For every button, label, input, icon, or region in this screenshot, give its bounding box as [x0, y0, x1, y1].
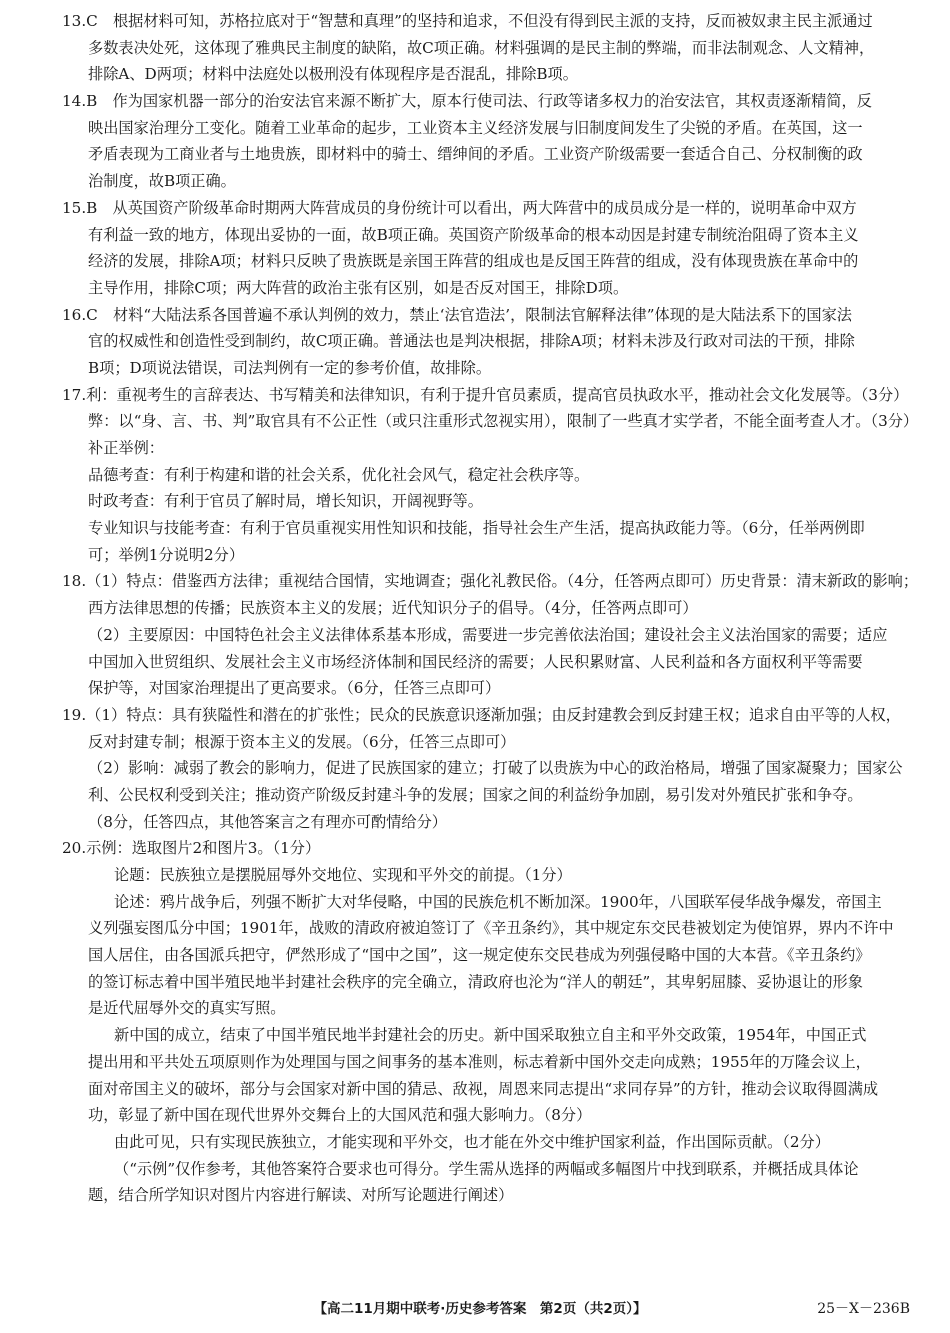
text-line: 16.C 材料“大陆法系各国普遍不承认判例的效力，禁止‘法官造法’，限制法官解释法律”体现的是大陆法系下的国家法 — [62, 305, 852, 324]
text-line: 国人居住，由各国派兵把守，俨然形成了“国中之国”，这一规定使东交民巷成为列强侵略中国的大本营。《辛丑条约》 — [88, 946, 871, 965]
text-line: 保护等，对国家治理提出了更高要求。（6分，任答三点即可） — [88, 679, 501, 698]
text-line: 20.示例：选取图片2和图片3。（1分） — [62, 839, 321, 858]
text-line: 排除A、D两项；材料中法庭处以极刑没有体现程序是否混乱，排除B项。 — [88, 65, 578, 84]
text-line: 题，结合所学知识对图片内容进行解读、对所写论题进行阐述） — [88, 1186, 514, 1205]
text-line: 专业知识与技能考查：有利于官员重视实用性知识和技能，指导社会生产生活，提高执政能力等。（6分，任举两例即 — [88, 519, 865, 538]
text-line: 提出用和平共处五项原则作为处理国与国之间事务的基本准则，标志着新中国外交走向成熟；1955年的万隆会议上， — [88, 1052, 871, 1071]
text-line: 论述：鸦片战争后，列强不断扩大对华侵略，中国的民族危机不断加深。1900年，八国联军侵华战争爆发，帝国主 — [114, 892, 882, 911]
text-line: 面对帝国主义的破坏，部分与会国家对新中国的猜忌、敌视，周恩来同志提出“求同存异”的方针，推动会议取得圆满成 — [88, 1079, 879, 1098]
text-line: 18.（1）特点：借鉴西方法律；重视结合国情，实地调查；强化礼教民俗。（4分，任答两点即可）历史背景：清末新政的影响； — [62, 572, 919, 591]
text-line: 矛盾表现为工商业者与土地贵族，即材料中的骑士、缙绅间的矛盾。工业资产阶级需要一套适合自己、分权制衡的政 — [88, 145, 863, 164]
text-line: 利、公民权利受到关注；推动资产阶级反封建斗争的发展；国家之间的利益纷争加剧，易引发对外殖民扩张和争夺。 — [88, 785, 863, 804]
text-line: （“示例”仅作参考，其他答案符合要求也可得分。学生需从选择的两幅或多幅图片中找到联系，并概括成具体论 — [114, 1159, 859, 1178]
text-line: 治制度，故B项正确。 — [88, 172, 236, 191]
text-line: 功，彰显了新中国在现代世界外交舞台上的大国风范和强大影响力。（8分） — [88, 1106, 592, 1125]
text-line: 义列强妄图瓜分中国；1901年，战败的清政府被迫签订了《辛丑条约》，其中规定东交民巷被划定为使馆界，界内不许中 — [88, 919, 894, 938]
text-line: 新中国的成立，结束了中国半殖民地半封建社会的历史。新中国采取独立自主和平外交政策，1954年，中国正式 — [114, 1026, 867, 1045]
answer-page — [62, 8, 922, 1209]
text-line: 15.B 从英国资产阶级革命时期两大阵营成员的身份统计可以看出，两大阵营中的成员成分是一样的，说明革命中双方 — [62, 198, 857, 217]
text-line: 的签订标志着中国半殖民地半封建社会秩序的完全确立，清政府也沦为“洋人的朝廷”，其卑躬屈膝、妥协退让的形象 — [88, 972, 863, 991]
text-line: 有利益一致的地方，体现出妥协的一面，故B项正确。英国资产阶级革命的根本动因是封建专制统治阻碍了资本主义 — [88, 225, 859, 244]
text-line: 弊：以“身、言、书、判”取官具有不公正性（或只注重形式忽视实用），限制了一些真才实学者，不能全面考查人才。（3分） — [88, 412, 919, 431]
text-line: 论题：民族独立是摆脱屈辱外交地位、实现和平外交的前提。（1分） — [114, 866, 572, 884]
text-line: 可；举例1分说明2分） — [88, 545, 245, 564]
text-line: 14.B 作为国家机器一部分的治安法官来源不断扩大，原本行使司法、行政等诸多权力的治安法官，其权责逐渐精简，反 — [62, 92, 872, 111]
text-line: （2）主要原因：中国特色社会主义法律体系基本形成，需要进一步完善依法治国；建设社会主义法治国家的需要；适应 — [88, 625, 888, 644]
text-line: 13.C 根据材料可知，苏格拉底对于“智慧和真理”的坚持和追求，不但没有得到民主派的支持，反而被奴隶主民主派通过 — [62, 12, 873, 30]
text-line: B项；D项说法错误，司法判例有一定的参考价值，故排除。 — [88, 358, 492, 377]
text-line: 补正举例： — [88, 439, 164, 457]
text-line: 中国加入世贸组织、发展社会主义市场经济体制和国民经济的需要；人民积累财富、人民利益和各方面权利平等需要 — [88, 652, 863, 671]
text-line: 19.（1）特点：具有狭隘性和潜在的扩张性；民众的民族意识逐渐加强；由反封建教会到反封建王权；追求自由平等的人权， — [62, 705, 901, 724]
footer-code: 25－X－236B — [817, 1301, 910, 1317]
text-line: 品德考查：有利于构建和谐的社会关系，优化社会风气，稳定社会秩序等。 — [88, 465, 590, 484]
text-line: 经济的发展，排除A项；材料只反映了贵族既是亲国王阵营的组成也是反国王阵营的组成，没有体现贵族在革命中的 — [88, 252, 859, 271]
text-line: 主导作用，排除C项；两大阵营的政治主张有区别，如是否反对国王，排除D项。 — [88, 278, 629, 297]
text-line: 反对封建专制；根源于资本主义的发展。（6分，任答三点即可） — [88, 732, 516, 751]
text-line: 时政考查：有利于官员了解时局，增长知识，开阔视野等。 — [88, 492, 483, 511]
text-line: （2）影响：减弱了教会的影响力，促进了民族国家的建立；打破了以贵族为中心的政治格局，增强了国家凝聚力；国家公 — [88, 759, 903, 778]
text-line: 由此可见，只有实现民族独立，才能实现和平外交，也才能在外交中维护国家利益，作出国际贡献。（2分） — [114, 1132, 830, 1151]
text-line: （8分，任答四点，其他答案言之有理亦可酌情给分） — [88, 812, 447, 831]
text-line: 西方法律思想的传播；民族资本主义的发展；近代知识分子的倡导。（4分，任答两点即可） — [88, 599, 698, 618]
text-line: 映出国家治理分工变化。随着工业革命的起步，工业资本主义经济发展与旧制度间发生了尖锐的矛盾。在英国，这一 — [88, 118, 863, 137]
text-line: 是近代屈辱外交的真实写照。 — [88, 999, 286, 1018]
text-line: 17.利：重视考生的言辞表达、书写精美和法律知识，有利于提升官员素质，提高官员执政水平，推动社会文化发展等。（3分） — [62, 385, 909, 404]
text-line: 多数表决处死，这体现了雅典民主制度的缺陷，故C项正确。材料强调的是民主制的弊端，而非法制观念、人文精神， — [88, 38, 875, 57]
text-line: 官的权威性和创造性受到制约，故C项正确。普通法也是判决根据，排除A项；材料未涉及行政对司法的干预，排除 — [88, 332, 855, 351]
footer-title: 【高二11月期中联考·历史参考答案 第2页（共2页）】 — [313, 1301, 647, 1317]
